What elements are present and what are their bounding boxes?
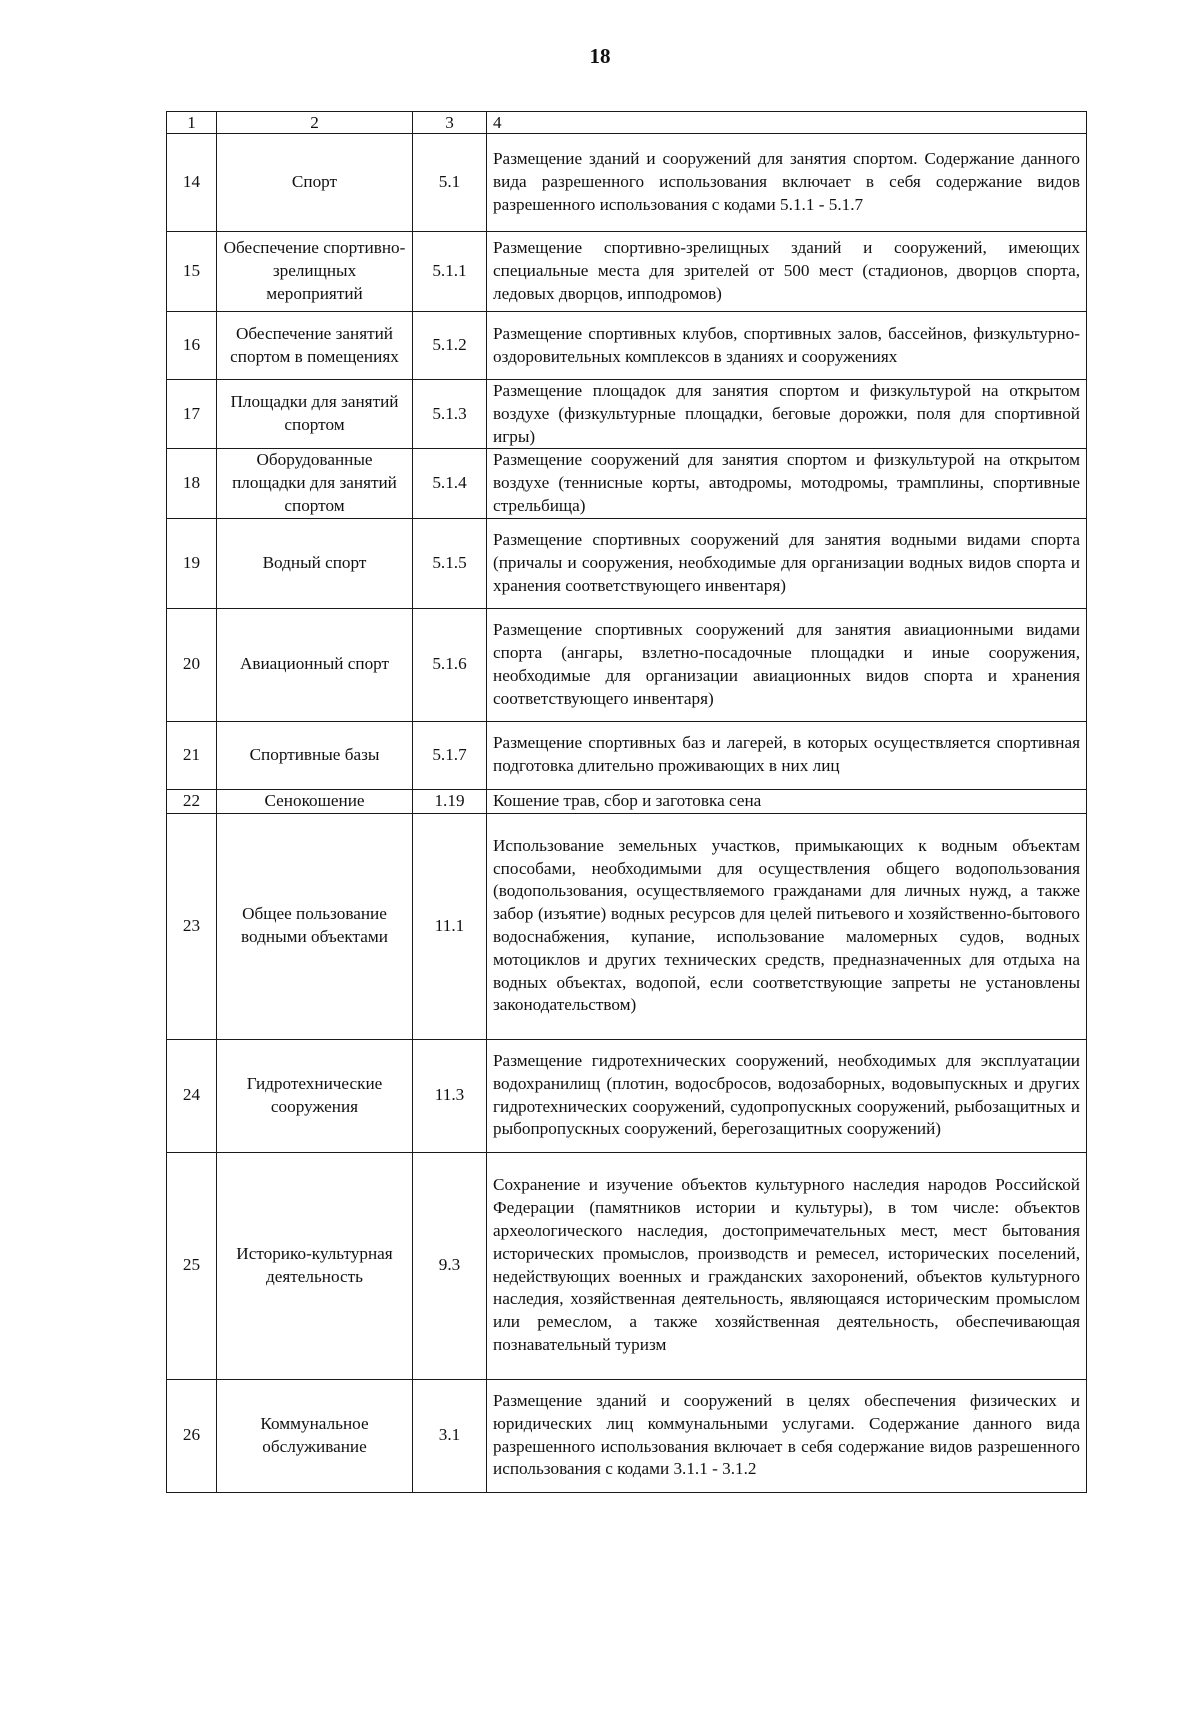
table-row xyxy=(167,312,1087,380)
use-type-description: Размещение зданий и сооружений для занятия спортом. Содержание данного вида разрешенного использования включает в себя содержание видов разрешенного использования с кодами 5.1.1 - 5.1.7 xyxy=(487,134,1087,232)
table-body xyxy=(167,112,1087,1493)
use-type-name: Водный спорт xyxy=(217,518,413,608)
table-row xyxy=(167,1039,1087,1152)
row-number: 14 xyxy=(167,134,217,232)
use-type-code: 11.1 xyxy=(413,813,487,1039)
row-number: 17 xyxy=(167,380,217,449)
row-number: 22 xyxy=(167,789,217,813)
land-use-table xyxy=(166,111,1087,1493)
table-row xyxy=(167,813,1087,1039)
use-type-name: Обеспечение спортивно-зрелищных мероприятий xyxy=(217,232,413,312)
use-type-code: 5.1.1 xyxy=(413,232,487,312)
row-number: 26 xyxy=(167,1379,217,1492)
table-row xyxy=(167,721,1087,789)
row-number: 25 xyxy=(167,1152,217,1379)
table-row xyxy=(167,380,1087,449)
table-row xyxy=(167,518,1087,608)
use-type-description: Размещение спортивных клубов, спортивных залов, бассейнов, физкультурно-оздоровительных комплексов в зданиях и сооружениях xyxy=(487,312,1087,380)
row-number: 19 xyxy=(167,518,217,608)
row-number: 15 xyxy=(167,232,217,312)
use-type-name: Оборудованные площадки для занятий спортом xyxy=(217,449,413,518)
use-type-code: 5.1.3 xyxy=(413,380,487,449)
table-header-row xyxy=(167,112,1087,134)
use-type-name: Коммунальное обслуживание xyxy=(217,1379,413,1492)
use-type-description: Размещение спортивных баз и лагерей, в которых осуществляется спортивная подготовка длительно проживающих в них лиц xyxy=(487,721,1087,789)
use-type-name: Спортивные базы xyxy=(217,721,413,789)
use-type-code: 9.3 xyxy=(413,1152,487,1379)
use-type-name: Общее пользование водными объектами xyxy=(217,813,413,1039)
use-type-description: Размещение спортивных сооружений для занятия водными видами спорта (причалы и сооружения, необходимые для организации водных видов спорта и хранения соответствующего инвентаря) xyxy=(487,518,1087,608)
use-type-name: Историко-культурная деятельность xyxy=(217,1152,413,1379)
use-type-code: 5.1 xyxy=(413,134,487,232)
use-type-code: 5.1.2 xyxy=(413,312,487,380)
use-type-description: Размещение гидротехнических сооружений, необходимых для эксплуатации водохранилищ (плотин, водосбросов, водозаборных, водовыпускных и других гидротехнических сооружений, судопропускных сооружений, рыбозащитных и рыбопропускных сооружений, берегозащитных сооружений) xyxy=(487,1039,1087,1152)
row-number: 21 xyxy=(167,721,217,789)
table-row xyxy=(167,789,1087,813)
use-type-name: Площадки для занятий спортом xyxy=(217,380,413,449)
use-type-description: Использование земельных участков, примыкающих к водным объектам способами, необходимыми для осуществления общего водопользования (водопользования, осуществляемого гражданами для личных нужд, а также забор (изъятие) водных ресурсов для целей питьевого и хозяйственно-бытового водоснабжения, купание, использование маломерных судов, водных мотоциклов и других технических средств, предназначенных для отдыха на водных объектах, водопой, если соответствующие запреты не установлены законодательством) xyxy=(487,813,1087,1039)
use-type-name: Сенокошение xyxy=(217,789,413,813)
use-type-name: Гидротехнические сооружения xyxy=(217,1039,413,1152)
use-type-code: 5.1.7 xyxy=(413,721,487,789)
row-number: 24 xyxy=(167,1039,217,1152)
use-type-name: Авиационный спорт xyxy=(217,608,413,721)
use-type-name: Спорт xyxy=(217,134,413,232)
use-type-description: Кошение трав, сбор и заготовка сена xyxy=(487,789,1087,813)
table-row xyxy=(167,232,1087,312)
header-col-3: 3 xyxy=(413,112,487,134)
row-number: 18 xyxy=(167,449,217,518)
table-row xyxy=(167,1152,1087,1379)
use-type-code: 5.1.5 xyxy=(413,518,487,608)
header-col-4: 4 xyxy=(487,112,1087,134)
table-row xyxy=(167,1379,1087,1492)
use-type-code: 3.1 xyxy=(413,1379,487,1492)
row-number: 20 xyxy=(167,608,217,721)
table-row xyxy=(167,134,1087,232)
use-type-code: 5.1.6 xyxy=(413,608,487,721)
page-number: 18 xyxy=(589,44,611,68)
header-col-2: 2 xyxy=(217,112,413,134)
row-number: 23 xyxy=(167,813,217,1039)
use-type-code: 11.3 xyxy=(413,1039,487,1152)
use-type-code: 5.1.4 xyxy=(413,449,487,518)
header-col-1: 1 xyxy=(167,112,217,134)
use-type-description: Размещение спортивных сооружений для занятия авиационными видами спорта (ангары, взлетно-посадочные площадки и иные сооружения, необходимые для организации авиационных видов спорта и хранения соответствующего инвентаря) xyxy=(487,608,1087,721)
table-row xyxy=(167,449,1087,518)
use-type-description: Сохранение и изучение объектов культурного наследия народов Российской Федерации (памятников истории и культуры), в том числе: объектов археологического наследия, достопримечательных мест, мест бытования исторических промыслов, производств и ремесел, исторических поселений, недействующих военных и гражданских захоронений, объектов культурного наследия, хозяйственная деятельность, являющаяся историческим промыслом или ремеслом, а также хозяйственная деятельность, обеспечивающая познавательный туризм xyxy=(487,1152,1087,1379)
use-type-code: 1.19 xyxy=(413,789,487,813)
use-type-description: Размещение зданий и сооружений в целях обеспечения физических и юридических лиц коммунальными услугами. Содержание данного вида разрешенного использования включает в себя содержание видов разрешенного использования с кодами 3.1.1 - 3.1.2 xyxy=(487,1379,1087,1492)
use-type-description: Размещение сооружений для занятия спортом и физкультурой на открытом воздухе (теннисные корты, автодромы, мотодромы, трамплины, спортивные стрельбища) xyxy=(487,449,1087,518)
use-type-name: Обеспечение занятий спортом в помещениях xyxy=(217,312,413,380)
table-row xyxy=(167,608,1087,721)
use-type-description: Размещение спортивно-зрелищных зданий и сооружений, имеющих специальные места для зрителей от 500 мест (стадионов, дворцов спорта, ледовых дворцов, ипподромов) xyxy=(487,232,1087,312)
row-number: 16 xyxy=(167,312,217,380)
use-type-description: Размещение площадок для занятия спортом и физкультурой на открытом воздухе (физкультурные площадки, беговые дорожки, поля для спортивной игры) xyxy=(487,380,1087,449)
